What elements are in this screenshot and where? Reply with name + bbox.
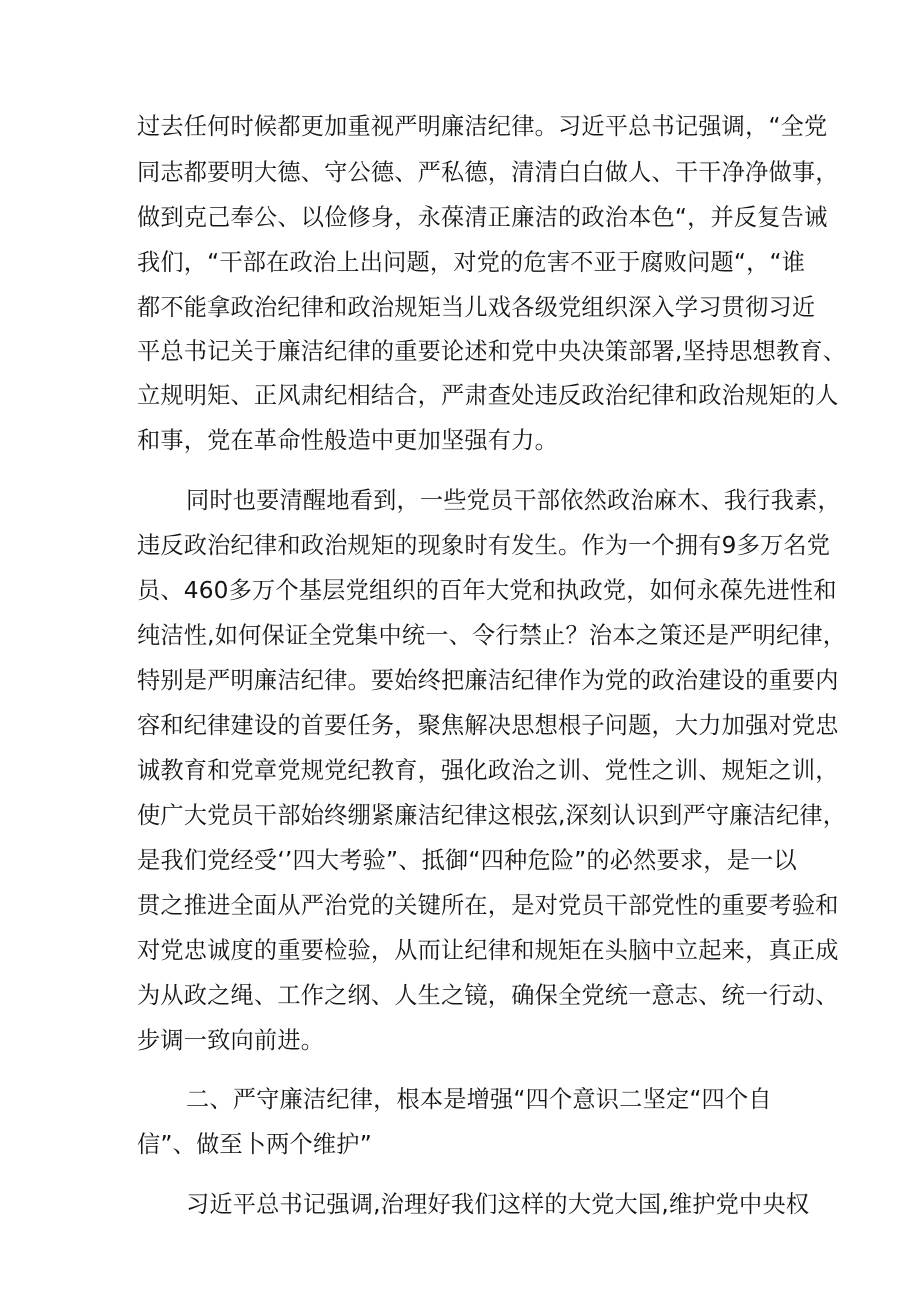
text-line: 特别是严明廉洁纪律。要始终把廉洁纪律作为党的政治建设的重要内 — [137, 667, 839, 694]
text-line: 违反政治纪律和政治规矩的现象时有发生。作为一个拥有9多万名党 — [137, 532, 831, 559]
text-line: 我们，“干部在政治上出问题，对党的危害不亚于腐败问题“，“谁 — [137, 249, 806, 276]
text-line: 容和纪律建设的首要任务，聚焦解决思想根子问题，大力加强对党忠 — [137, 712, 839, 739]
text-line: 纯洁性,如何保证全党集中统一、令行禁止？治本之策还是严明纪律， — [137, 622, 847, 649]
text-line: 过去任何时候都更加重视严明廉洁纪律。习近平总书记强调，“全党 — [137, 113, 828, 140]
text-line: 做到克己奉公、以俭修身，永葆清正廉洁的政治本色“，并反复告诫 — [137, 204, 828, 231]
paragraph-start-line: 同时也要清醒地看到，一些党员干部依然政治麻木、我行我素， — [186, 487, 841, 514]
section-heading-line: 信”、做至卜两个维护” — [137, 1131, 372, 1158]
text-line: 使广大党员干部始终绷紧廉洁纪律这根弦,深刻认识到严守廉洁纪律， — [137, 802, 847, 829]
text-line: 是我们党经受‘’四大考验”、抵御“四种危险”的必然要求，是一以 — [137, 847, 797, 874]
text-line: 立规明矩、正风肃纪相结合，严肃查处违反政治纪律和政治规矩的人 — [137, 382, 839, 409]
text-line: 对党忠诚度的重要检验，从而让纪律和规矩在头脑中立起来，真正成 — [137, 937, 839, 964]
text-line: 同志都要明大德、守公德、严私德，清清白白做人、干干净净做事， — [137, 159, 839, 186]
text-line: 平总书记关于廉洁纪律的重要论述和党中央决策部署,坚持思想教育、 — [137, 338, 847, 365]
text-line: 都不能拿政治纪律和政治规矩当儿戏各级党组织深入学习贯彻习近 — [137, 294, 816, 321]
text-line: 员、460多万个基层党组织的百年大党和执政党，如何永葆先进性和 — [137, 577, 837, 604]
text-line: 诚教育和党章党规党纪教育，强化政治之训、党性之训、规矩之训， — [137, 757, 839, 784]
text-line: 和事，党在革命性般造中更加坚强有力。 — [137, 427, 558, 454]
text-line: 贯之推进全面从严治党的关键所在，是对党员干部党性的重要考验和 — [137, 892, 839, 919]
paragraph-start-line: 习近平总书记强调,治理好我们这样的大党大国,维护党中央权 — [186, 1191, 810, 1218]
text-line: 为从政之绳、工作之纲、人生之镜，确保全党统一意志、统一行动、 — [137, 982, 839, 1009]
text-line: 步调一致向前进。 — [137, 1027, 325, 1054]
section-heading-line: 二、严守廉洁纪律，根本是增强“四个意识二坚定“四个自 — [186, 1086, 772, 1113]
